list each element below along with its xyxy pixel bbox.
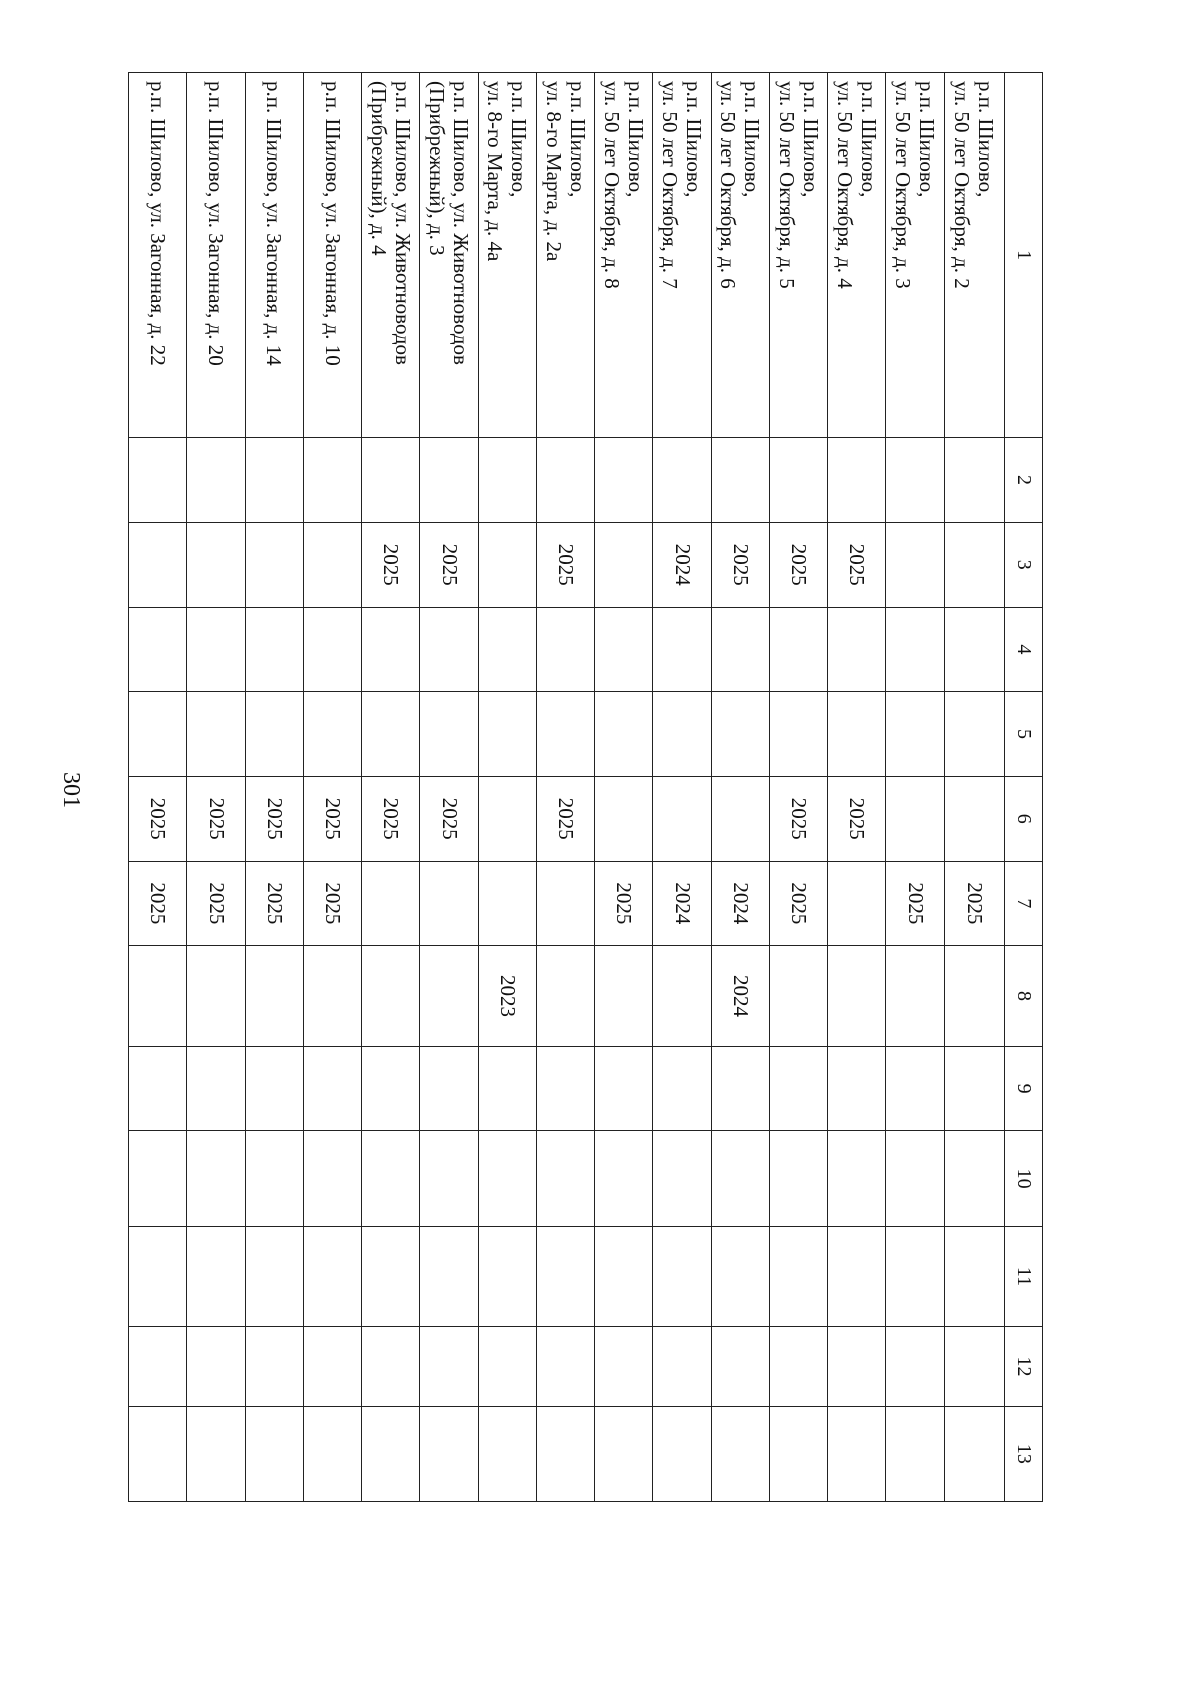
column-header-8: 8: [1005, 946, 1043, 1047]
address-cell: [362, 73, 420, 438]
year-cell-col-13: [478, 1406, 536, 1501]
year-cell-col-5: [303, 692, 361, 777]
year-cell-col-2: [362, 438, 420, 523]
address-line: р.п. Шилово,: [915, 81, 940, 198]
year-cell-col-8: [653, 946, 711, 1047]
year-cell-col-4: [769, 607, 827, 692]
year-cell-col-12: [886, 1327, 944, 1406]
year-cell-col-7: 2024: [711, 861, 769, 946]
year-cell-col-13: [828, 1406, 886, 1501]
year-cell-col-2: [187, 438, 245, 523]
year-cell-col-12: [478, 1327, 536, 1406]
year-cell-col-10: [303, 1131, 361, 1226]
year-cell-col-4: [362, 607, 420, 692]
year-cell-col-3: [944, 522, 1004, 607]
year-cell-col-5: [769, 692, 827, 777]
address-line: р.п. Шилово, ул. Загонная, д. 14: [262, 81, 287, 366]
table-row: [536, 73, 594, 1502]
year-cell-col-2: [303, 438, 361, 523]
year-cell-col-4: [828, 607, 886, 692]
address-line: ул. 50 лет Октября, д. 2: [950, 81, 975, 289]
year-cell-col-12: [536, 1327, 594, 1406]
address-line: ул. 8-го Марта, д. 2а: [541, 81, 566, 262]
address-line: ул. 50 лет Октября, д. 3: [891, 81, 916, 289]
year-cell-col-6: [886, 776, 944, 861]
table-row: [886, 73, 944, 1502]
year-cell-col-13: [944, 1406, 1004, 1501]
address-cell: [769, 73, 827, 438]
year-cell-col-2: [769, 438, 827, 523]
year-cell-col-8: [944, 946, 1004, 1047]
year-cell-col-9: [944, 1046, 1004, 1131]
address-line: р.п. Шилово,: [682, 81, 707, 198]
year-cell-col-3: 2025: [769, 522, 827, 607]
address-line: ул. 50 лет Октября, д. 8: [599, 81, 624, 289]
address-cell: [420, 73, 478, 438]
column-header-3: 3: [1005, 522, 1043, 607]
year-cell-col-10: [478, 1131, 536, 1226]
year-cell-col-6: [478, 776, 536, 861]
year-cell-col-7: 2025: [245, 861, 303, 946]
year-cell-col-2: [828, 438, 886, 523]
year-cell-col-5: [362, 692, 420, 777]
year-cell-col-11: [187, 1226, 245, 1327]
year-cell-col-7: 2025: [944, 861, 1004, 946]
year-cell-col-2: [536, 438, 594, 523]
column-header-11: 11: [1005, 1226, 1043, 1327]
year-cell-col-2: [886, 438, 944, 523]
year-cell-col-7: 2025: [595, 861, 653, 946]
column-header-5: 5: [1005, 692, 1043, 777]
year-cell-col-11: [828, 1226, 886, 1327]
year-cell-col-8: [595, 946, 653, 1047]
page-number: 301: [58, 772, 84, 808]
year-cell-col-7: [536, 861, 594, 946]
year-cell-col-3: [886, 522, 944, 607]
table-body: [129, 73, 1005, 1502]
year-cell-col-5: [478, 692, 536, 777]
year-cell-col-10: [653, 1131, 711, 1226]
year-cell-col-4: [536, 607, 594, 692]
year-cell-col-5: [187, 692, 245, 777]
year-cell-col-8: [769, 946, 827, 1047]
year-cell-col-9: [129, 1046, 187, 1131]
year-cell-col-7: [420, 861, 478, 946]
address-cell: [129, 73, 187, 438]
year-cell-col-10: [245, 1131, 303, 1226]
year-cell-col-7: [478, 861, 536, 946]
year-cell-col-12: [420, 1327, 478, 1406]
year-cell-col-6: 2025: [187, 776, 245, 861]
year-cell-col-13: [187, 1406, 245, 1501]
year-cell-col-7: 2025: [303, 861, 361, 946]
address-line: р.п. Шилово,: [856, 81, 881, 198]
year-cell-col-7: [362, 861, 420, 946]
year-cell-col-8: [129, 946, 187, 1047]
year-cell-col-10: [944, 1131, 1004, 1226]
year-cell-col-10: [828, 1131, 886, 1226]
year-cell-col-8: [886, 946, 944, 1047]
address-line: ул. 50 лет Октября, д. 4: [832, 81, 857, 289]
year-cell-col-10: [129, 1131, 187, 1226]
year-cell-col-2: [595, 438, 653, 523]
year-cell-col-6: [944, 776, 1004, 861]
year-cell-col-13: [653, 1406, 711, 1501]
year-cell-col-4: [886, 607, 944, 692]
year-cell-col-13: [595, 1406, 653, 1501]
year-cell-col-10: [420, 1131, 478, 1226]
address-line: р.п. Шилово,: [565, 81, 590, 198]
year-cell-col-5: [129, 692, 187, 777]
table-row: [595, 73, 653, 1502]
year-cell-col-5: [420, 692, 478, 777]
address-cell: [711, 73, 769, 438]
year-cell-col-11: [536, 1226, 594, 1327]
address-line: (Прибрежный), д. 3: [425, 81, 450, 256]
year-cell-col-3: [478, 522, 536, 607]
year-cell-col-4: [245, 607, 303, 692]
address-line: р.п. Шилово,: [623, 81, 648, 198]
year-cell-col-3: 2025: [536, 522, 594, 607]
table-row: [129, 73, 187, 1502]
year-cell-col-8: [245, 946, 303, 1047]
address-cell: [478, 73, 536, 438]
year-cell-col-4: [944, 607, 1004, 692]
year-cell-col-12: [303, 1327, 361, 1406]
year-cell-col-6: 2025: [828, 776, 886, 861]
year-cell-col-10: [362, 1131, 420, 1226]
year-cell-col-8: [303, 946, 361, 1047]
address-line: р.п. Шилово, ул. Животноводов: [390, 81, 415, 365]
year-cell-col-11: [362, 1226, 420, 1327]
year-cell-col-4: [187, 607, 245, 692]
address-cell: [653, 73, 711, 438]
table-row: [769, 73, 827, 1502]
year-cell-col-5: [886, 692, 944, 777]
year-cell-col-10: [886, 1131, 944, 1226]
address-cell: [187, 73, 245, 438]
year-cell-col-4: [711, 607, 769, 692]
year-cell-col-6: 2025: [420, 776, 478, 861]
year-cell-col-7: 2024: [653, 861, 711, 946]
year-cell-col-10: [769, 1131, 827, 1226]
table-row: [187, 73, 245, 1502]
year-cell-col-6: 2025: [129, 776, 187, 861]
column-header-4: 4: [1005, 607, 1043, 692]
column-header-6: 6: [1005, 776, 1043, 861]
year-cell-col-7: 2025: [187, 861, 245, 946]
year-cell-col-9: [187, 1046, 245, 1131]
address-line: ул. 50 лет Октября, д. 5: [774, 81, 799, 289]
year-cell-col-2: [478, 438, 536, 523]
year-cell-col-13: [420, 1406, 478, 1501]
table-row: [478, 73, 536, 1502]
table-row: [711, 73, 769, 1502]
address-line: р.п. Шилово, ул. Загонная, д. 10: [320, 81, 345, 366]
year-cell-col-9: [420, 1046, 478, 1131]
year-cell-col-13: [129, 1406, 187, 1501]
year-cell-col-2: [129, 438, 187, 523]
year-cell-col-9: [828, 1046, 886, 1131]
address-line: р.п. Шилово, ул. Животноводов: [449, 81, 474, 365]
year-cell-col-12: [828, 1327, 886, 1406]
year-cell-col-5: [245, 692, 303, 777]
address-cell: [595, 73, 653, 438]
year-cell-col-13: [536, 1406, 594, 1501]
year-cell-col-7: 2025: [129, 861, 187, 946]
column-header-2: 2: [1005, 438, 1043, 523]
year-cell-col-3: [187, 522, 245, 607]
address-cell: [303, 73, 361, 438]
year-cell-col-8: [536, 946, 594, 1047]
year-cell-col-6: 2025: [245, 776, 303, 861]
year-cell-col-12: [129, 1327, 187, 1406]
year-cell-col-3: 2025: [420, 522, 478, 607]
year-cell-col-10: [187, 1131, 245, 1226]
year-cell-col-8: 2024: [711, 946, 769, 1047]
year-cell-col-6: 2025: [536, 776, 594, 861]
year-cell-col-12: [653, 1327, 711, 1406]
year-cell-col-8: [420, 946, 478, 1047]
year-cell-col-12: [944, 1327, 1004, 1406]
table-row: [245, 73, 303, 1502]
year-cell-col-9: [711, 1046, 769, 1131]
address-line: р.п. Шилово, ул. Загонная, д. 22: [145, 81, 170, 366]
year-cell-col-3: [129, 522, 187, 607]
year-cell-col-11: [245, 1226, 303, 1327]
year-cell-col-3: [245, 522, 303, 607]
table-row: [420, 73, 478, 1502]
year-cell-col-12: [595, 1327, 653, 1406]
year-cell-col-12: [187, 1327, 245, 1406]
year-cell-col-8: [828, 946, 886, 1047]
year-cell-col-11: [711, 1226, 769, 1327]
table-row: [828, 73, 886, 1502]
year-cell-col-11: [653, 1226, 711, 1327]
year-cell-col-8: [187, 946, 245, 1047]
year-cell-col-3: 2024: [653, 522, 711, 607]
schedule-table: [128, 72, 1043, 1502]
year-cell-col-3: 2025: [362, 522, 420, 607]
table-row: [362, 73, 420, 1502]
year-cell-col-11: [944, 1226, 1004, 1327]
address-line: р.п. Шилово,: [974, 81, 999, 198]
address-cell: [536, 73, 594, 438]
year-cell-col-5: [536, 692, 594, 777]
year-cell-col-11: [886, 1226, 944, 1327]
year-cell-col-10: [536, 1131, 594, 1226]
year-cell-col-5: [711, 692, 769, 777]
column-header-1: 1: [1005, 73, 1043, 438]
column-header-7: 7: [1005, 861, 1043, 946]
year-cell-col-6: 2025: [303, 776, 361, 861]
year-cell-col-6: [653, 776, 711, 861]
address-line: ул. 8-го Марта, д. 4а: [483, 81, 508, 262]
table-row: [653, 73, 711, 1502]
year-cell-col-9: [245, 1046, 303, 1131]
year-cell-col-3: 2025: [711, 522, 769, 607]
year-cell-col-12: [711, 1327, 769, 1406]
address-line: ул. 50 лет Октября, д. 7: [658, 81, 683, 289]
address-cell: [886, 73, 944, 438]
address-line: р.п. Шилово,: [740, 81, 765, 198]
year-cell-col-9: [653, 1046, 711, 1131]
year-cell-col-9: [595, 1046, 653, 1131]
year-cell-col-2: [711, 438, 769, 523]
table-row: [944, 73, 1004, 1502]
year-cell-col-11: [129, 1226, 187, 1327]
year-cell-col-13: [711, 1406, 769, 1501]
year-cell-col-13: [245, 1406, 303, 1501]
year-cell-col-7: 2025: [886, 861, 944, 946]
year-cell-col-11: [595, 1226, 653, 1327]
year-cell-col-4: [129, 607, 187, 692]
table-row: [303, 73, 361, 1502]
year-cell-col-4: [595, 607, 653, 692]
address-cell: [828, 73, 886, 438]
year-cell-col-11: [769, 1226, 827, 1327]
year-cell-col-3: [303, 522, 361, 607]
year-cell-col-3: 2025: [828, 522, 886, 607]
year-cell-col-8: 2023: [478, 946, 536, 1047]
year-cell-col-13: [769, 1406, 827, 1501]
year-cell-col-12: [362, 1327, 420, 1406]
address-line: ул. 50 лет Октября, д. 6: [716, 81, 741, 289]
year-cell-col-11: [420, 1226, 478, 1327]
year-cell-col-9: [536, 1046, 594, 1131]
header-row: [1005, 73, 1043, 1502]
year-cell-col-9: [886, 1046, 944, 1131]
year-cell-col-9: [303, 1046, 361, 1131]
year-cell-col-4: [420, 607, 478, 692]
address-cell: [944, 73, 1004, 438]
column-header-13: 13: [1005, 1406, 1043, 1501]
year-cell-col-13: [303, 1406, 361, 1501]
year-cell-col-6: [711, 776, 769, 861]
address-line: (Прибрежный), д. 4: [366, 81, 391, 256]
year-cell-col-12: [245, 1327, 303, 1406]
year-cell-col-5: [944, 692, 1004, 777]
year-cell-col-10: [595, 1131, 653, 1226]
year-cell-col-4: [303, 607, 361, 692]
year-cell-col-5: [828, 692, 886, 777]
year-cell-col-5: [595, 692, 653, 777]
year-cell-col-4: [478, 607, 536, 692]
address-line: р.п. Шилово,: [507, 81, 532, 198]
year-cell-col-9: [769, 1046, 827, 1131]
year-cell-col-9: [478, 1046, 536, 1131]
rotated-table-container: [128, 72, 1043, 1502]
column-header-10: 10: [1005, 1131, 1043, 1226]
year-cell-col-10: [711, 1131, 769, 1226]
year-cell-col-11: [478, 1226, 536, 1327]
column-header-9: 9: [1005, 1046, 1043, 1131]
year-cell-col-2: [944, 438, 1004, 523]
year-cell-col-6: [595, 776, 653, 861]
address-line: р.п. Шилово,: [798, 81, 823, 198]
year-cell-col-8: [362, 946, 420, 1047]
year-cell-col-13: [362, 1406, 420, 1501]
year-cell-col-7: [828, 861, 886, 946]
year-cell-col-3: [595, 522, 653, 607]
year-cell-col-4: [653, 607, 711, 692]
year-cell-col-6: 2025: [362, 776, 420, 861]
year-cell-col-9: [362, 1046, 420, 1131]
year-cell-col-2: [245, 438, 303, 523]
year-cell-col-2: [420, 438, 478, 523]
address-cell: [245, 73, 303, 438]
year-cell-col-5: [653, 692, 711, 777]
year-cell-col-13: [886, 1406, 944, 1501]
year-cell-col-12: [769, 1327, 827, 1406]
address-line: р.п. Шилово, ул. Загонная, д. 20: [204, 81, 229, 366]
year-cell-col-7: 2025: [769, 861, 827, 946]
column-header-12: 12: [1005, 1327, 1043, 1406]
year-cell-col-11: [303, 1226, 361, 1327]
year-cell-col-6: 2025: [769, 776, 827, 861]
year-cell-col-2: [653, 438, 711, 523]
